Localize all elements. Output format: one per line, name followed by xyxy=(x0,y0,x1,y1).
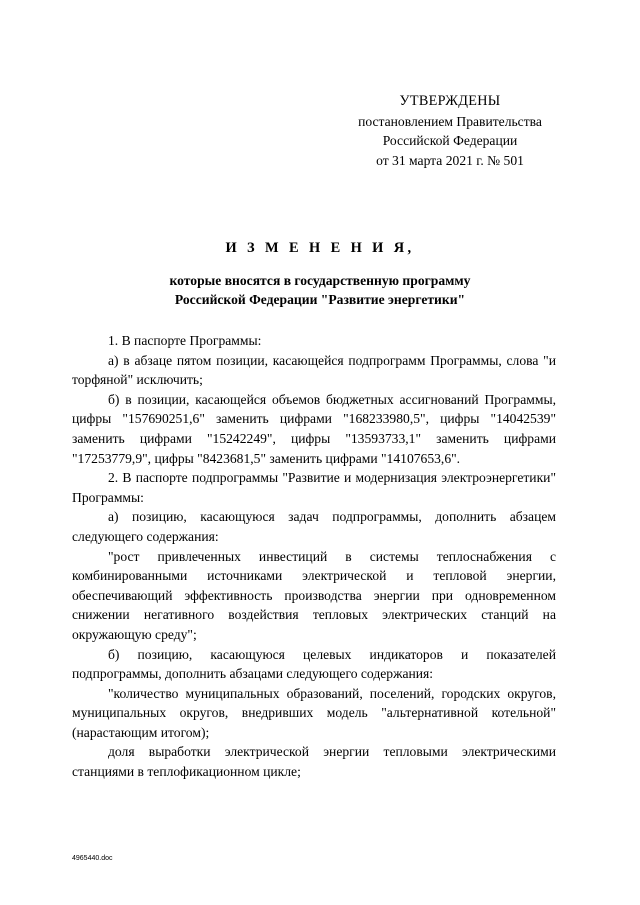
document-subtitle-line-1: которые вносятся в государственную программу xyxy=(169,273,471,288)
document-body xyxy=(72,331,556,782)
approval-line-3: от 31 марта 2021 г. № 501 xyxy=(376,152,524,168)
paragraph: а) позицию, касающуюся задач подпрограммы, дополнить абзацем следующего содержания: xyxy=(72,509,556,544)
paragraph: "рост привлеченных инвестиций в системы теплоснабжения с комбинированными источниками электрической и тепловой энергии, обеспечивающий эффективность производства энергии при одновременном снижении негативного воздействия тепловых электрических станций на окружающую среду"; xyxy=(72,548,556,642)
paragraph: б) позицию, касающуюся целевых индикаторов и показателей подпрограммы, дополнить абзацами следующего содержания: xyxy=(72,646,556,682)
paragraph: а) в абзаце пятом позиции, касающейся подпрограмм Программы, слова "и торфяной" исключить; xyxy=(72,352,556,388)
approval-line-2: Российской Федерации xyxy=(382,133,518,148)
document-title: И З М Е Н Е Н И Я, xyxy=(225,240,415,256)
paragraph: б) в позиции, касающейся объемов бюджетных ассигнований Программы, цифры "157690251,6" заменить цифрами "168233980,5", цифры "14042539" заменить цифрами "15242249", цифры "13593733,1" заменить цифрами "17253779,9", цифры "8423681,5" заменить цифрами "14107653,6". xyxy=(72,391,556,466)
document-file-code: 4965440.doc xyxy=(72,855,113,862)
document-heading xyxy=(72,238,568,309)
approval-line-1: постановлением Правительства xyxy=(358,113,542,129)
document-subtitle-line-2: Российской Федерации "Развитие энергетики" xyxy=(174,292,466,307)
approval-title: УТВЕРЖДЕНЫ xyxy=(399,93,501,109)
paragraph: 2. В паспорте подпрограммы "Развитие и модернизация электроэнергетики" Программы: xyxy=(72,470,556,505)
paragraph: 1. В паспорте Программы: xyxy=(108,333,262,348)
paragraph: доля выработки электрической энергии тепловыми электрическими станциями в теплофикационном цикле; xyxy=(72,744,556,780)
approval-stamp xyxy=(340,92,560,170)
paragraph: "количество муниципальных образований, поселений, городских округов, муниципальных округов, внедривших модель "альтернативной котельной" (нарастающим итогом); xyxy=(72,685,556,740)
